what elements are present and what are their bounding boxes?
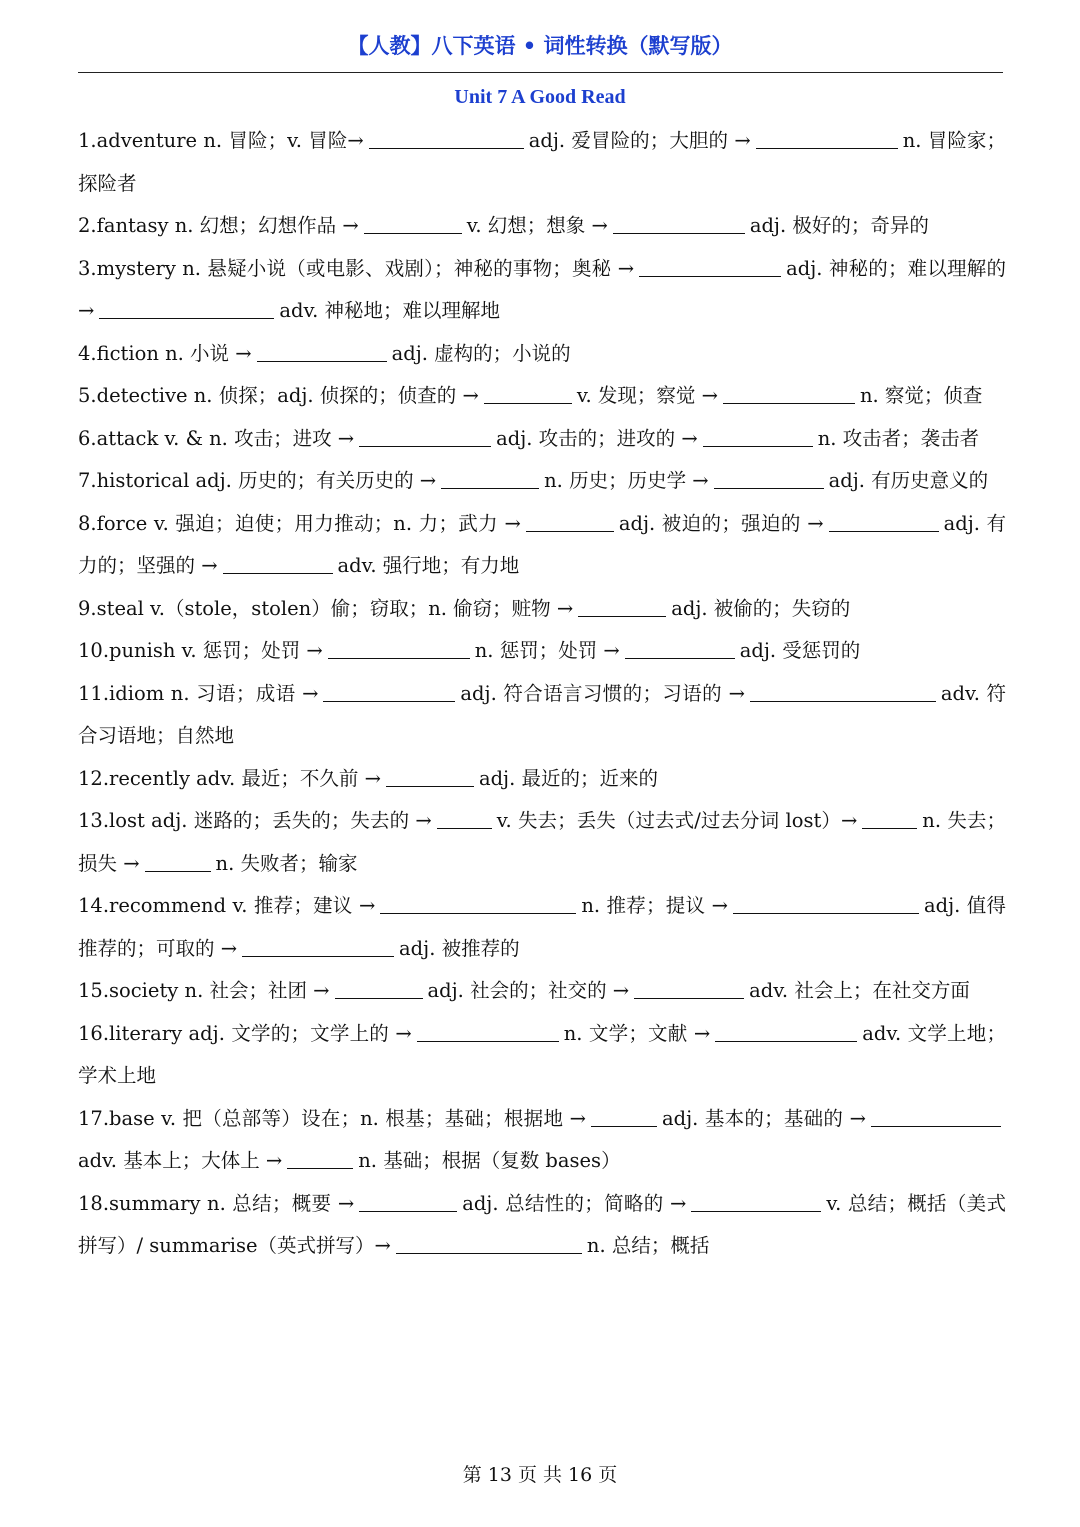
- answer-blank[interactable]: [733, 892, 919, 914]
- item-text: adv. 强行地；有力地: [337, 554, 520, 577]
- list-item: [78, 970, 1006, 1013]
- item-text: 16.literary adj. 文学的；文学上的 →: [78, 1021, 412, 1045]
- item-text: 10.punish v. 惩罚；处罚 →: [78, 639, 323, 662]
- answer-blank[interactable]: [437, 807, 492, 829]
- header-divider: [78, 72, 1003, 73]
- answer-blank[interactable]: [613, 212, 745, 234]
- item-text: adj. 值得推荐的；可取的 →: [78, 894, 1006, 960]
- answer-blank[interactable]: [750, 680, 936, 702]
- list-item: [78, 1183, 1006, 1268]
- item-text: v. 失去；丢失（过去式/过去分词 lost）→: [496, 809, 858, 832]
- item-text: adv. 神秘地；难以理解地: [279, 299, 501, 322]
- answer-blank[interactable]: [223, 552, 333, 574]
- answer-blank[interactable]: [625, 637, 735, 659]
- list-item: [78, 1098, 1006, 1183]
- item-text: 7.historical adj. 历史的；有关历史的 →: [78, 469, 437, 492]
- item-text: adj. 受惩罚的: [739, 639, 861, 662]
- item-text: 17.base v. 把（总部等）设在；n. 根基；基础；根据地 →: [78, 1106, 587, 1130]
- answer-blank[interactable]: [526, 510, 614, 532]
- item-text: 2.fantasy n. 幻想；幻想作品 →: [78, 214, 359, 237]
- item-text: adj. 被推荐的: [399, 936, 520, 960]
- answer-blank[interactable]: [634, 977, 744, 999]
- item-text: n. 基础；根据（复数 bases）: [358, 1149, 621, 1172]
- word-transformation-list: [78, 120, 1006, 1268]
- answer-blank[interactable]: [257, 340, 387, 362]
- answer-blank[interactable]: [715, 1020, 857, 1042]
- item-text: n. 总结；概括: [586, 1234, 710, 1257]
- item-text: 11.idiom n. 习语；成语 →: [78, 681, 319, 705]
- answer-blank[interactable]: [484, 382, 572, 404]
- list-item: [78, 248, 1006, 333]
- list-item: [78, 120, 1006, 205]
- item-text: 1.adventure n. 冒险；v. 冒险→: [78, 129, 364, 152]
- list-item: [78, 460, 1006, 503]
- list-item: [78, 588, 1006, 631]
- answer-blank[interactable]: [591, 1105, 657, 1127]
- item-text: v. 发现；察觉 →: [576, 384, 718, 407]
- item-text: n. 历史；历史学 →: [544, 469, 709, 492]
- answer-blank[interactable]: [287, 1147, 353, 1169]
- list-item: [78, 418, 1006, 461]
- item-text: adj. 被迫的；强迫的 →: [618, 511, 824, 535]
- item-text: adj. 社会的；社交的 →: [427, 979, 630, 1002]
- list-item: [78, 375, 1006, 418]
- item-text: n. 攻击者；袭击者: [817, 426, 980, 450]
- item-text: adj. 有力的；坚强的 →: [78, 511, 1006, 577]
- answer-blank[interactable]: [441, 467, 539, 489]
- item-text: adj. 极好的；奇异的: [749, 214, 929, 237]
- item-text: 9.steal v.（stole，stolen）偷；窃取；n. 偷窃；赃物 →: [78, 596, 574, 620]
- answer-blank[interactable]: [386, 765, 474, 787]
- item-text: 12.recently adv. 最近；不久前 →: [78, 766, 381, 790]
- answer-blank[interactable]: [829, 510, 939, 532]
- item-text: adj. 符合语言习惯的；习语的 →: [460, 681, 745, 705]
- answer-blank[interactable]: [871, 1105, 1001, 1127]
- answer-blank[interactable]: [369, 127, 524, 149]
- item-text: 4.fiction n. 小说 →: [78, 341, 252, 365]
- answer-blank[interactable]: [723, 382, 855, 404]
- answer-blank[interactable]: [703, 425, 813, 447]
- item-text: 5.detective n. 侦探；adj. 侦探的；侦查的 →: [78, 384, 479, 407]
- list-item: [78, 800, 1006, 885]
- list-item: [78, 205, 1006, 248]
- item-text: adj. 神秘的；难以理解的 →: [78, 256, 1006, 322]
- answer-blank[interactable]: [578, 595, 666, 617]
- item-text: adj. 基本的；基础的 →: [662, 1106, 866, 1130]
- item-text: 15.society n. 社会；社团 →: [78, 979, 330, 1002]
- item-text: adj. 总结性的；简略的 →: [462, 1191, 687, 1215]
- page-number-footer: 第 13 页 共 16 页: [462, 1464, 618, 1486]
- item-text: 6.attack v. & n. 攻击；进攻 →: [78, 426, 355, 450]
- answer-blank[interactable]: [639, 255, 781, 277]
- answer-blank[interactable]: [380, 892, 576, 914]
- list-item: [78, 333, 1006, 376]
- unit-title: Unit 7 A Good Read: [454, 86, 626, 108]
- item-text: n. 失去；损失 →: [78, 809, 1006, 875]
- item-text: 8.force v. 强迫；迫使；用力推动；n. 力；武力 →: [78, 511, 521, 535]
- item-text: adj. 有历史意义的: [828, 469, 989, 492]
- answer-blank[interactable]: [359, 425, 491, 447]
- answer-blank[interactable]: [364, 212, 462, 234]
- list-item: [78, 758, 1006, 801]
- item-text: adj. 虚构的；小说的: [391, 341, 571, 365]
- item-text: n. 冒险家；探险者: [78, 129, 1006, 195]
- answer-blank[interactable]: [99, 297, 274, 319]
- answer-blank[interactable]: [145, 850, 211, 872]
- item-text: 13.lost adj. 迷路的；丢失的；失去的 →: [78, 809, 432, 832]
- document-header-title: 【人教】八下英语 • 词性转换（默写版）: [347, 34, 733, 58]
- item-text: n. 推荐；提议 →: [581, 894, 728, 917]
- item-text: adj. 被偷的；失窃的: [671, 596, 851, 620]
- item-text: n. 文学；文献 →: [563, 1021, 711, 1045]
- item-text: adv. 文学上地；学术上地: [78, 1021, 1006, 1087]
- answer-blank[interactable]: [328, 637, 470, 659]
- item-text: adj. 爱冒险的；大胆的 →: [528, 129, 751, 152]
- item-text: adv. 社会上；在社交方面: [749, 979, 970, 1002]
- item-text: adv. 符合习语地；自然地: [78, 681, 1007, 747]
- item-text: v. 幻想；想象 →: [466, 214, 608, 237]
- answer-blank[interactable]: [417, 1020, 559, 1042]
- answer-blank[interactable]: [359, 1190, 457, 1212]
- item-text: 14.recommend v. 推荐；建议 →: [78, 894, 376, 917]
- answer-blank[interactable]: [862, 807, 917, 829]
- answer-blank[interactable]: [756, 127, 898, 149]
- list-item: [78, 630, 1006, 673]
- list-item: [78, 673, 1006, 758]
- list-item: [78, 1013, 1006, 1098]
- answer-blank[interactable]: [323, 680, 455, 702]
- item-text: adv. 基本上；大体上 →: [78, 1149, 283, 1172]
- answer-blank[interactable]: [335, 977, 423, 999]
- item-text: n. 惩罚；处罚 →: [474, 639, 620, 662]
- answer-blank[interactable]: [691, 1190, 821, 1212]
- list-item: [78, 885, 1006, 970]
- list-item: [78, 503, 1006, 588]
- item-text: n. 察觉；侦查: [859, 384, 983, 407]
- answer-blank[interactable]: [396, 1232, 582, 1254]
- item-text: v. 总结；概括（美式拼写）/ summarise（英式拼写）→: [78, 1191, 1006, 1257]
- item-text: 3.mystery n. 悬疑小说（或电影、戏剧）；神秘的事物；奥秘 →: [78, 256, 635, 280]
- item-text: n. 失败者；输家: [215, 851, 358, 875]
- item-text: 18.summary n. 总结；概要 →: [78, 1191, 355, 1215]
- item-text: adj. 攻击的；进攻的 →: [496, 426, 698, 450]
- item-text: adj. 最近的；近来的: [478, 766, 658, 790]
- answer-blank[interactable]: [714, 467, 824, 489]
- answer-blank[interactable]: [242, 935, 394, 957]
